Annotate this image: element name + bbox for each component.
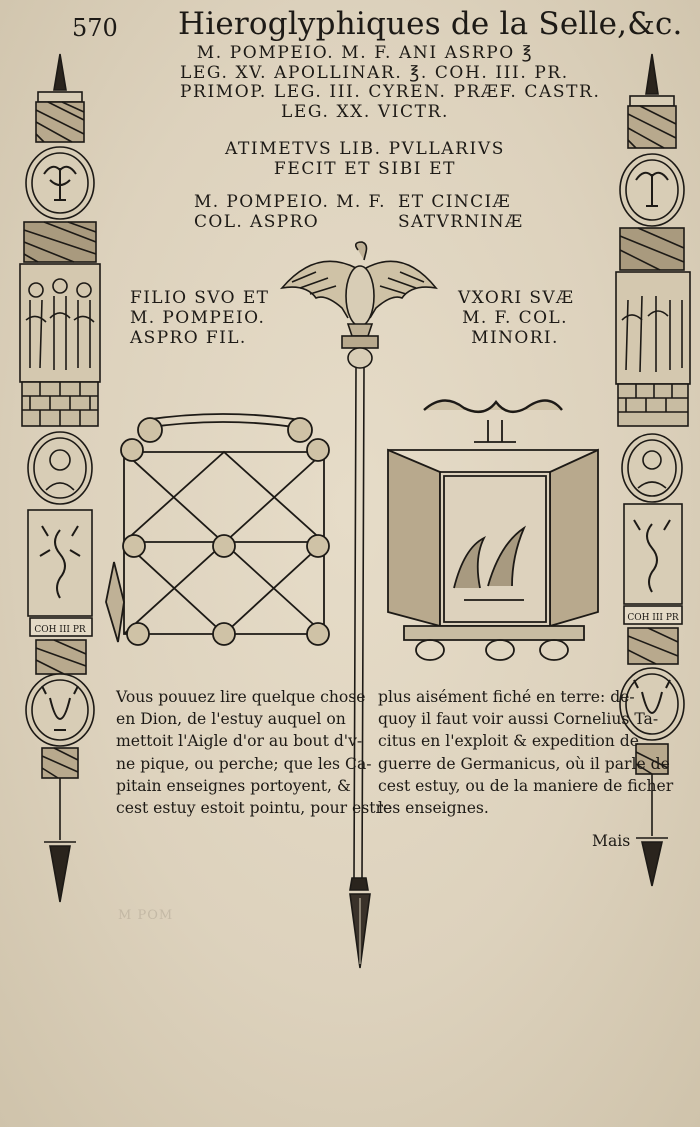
- catchword: Mais: [592, 832, 631, 850]
- lattice-frame-illustration: [104, 402, 344, 660]
- text-line: ne pique, ou perche; que les Ca-: [116, 754, 372, 773]
- inscription-line: VXORI SVÆ: [458, 288, 575, 308]
- inscription-line: FECIT ET SIBI ET: [273, 158, 457, 179]
- text-line: Vous pouuez lire quelque chose: [116, 688, 366, 706]
- inscription-line: M. POMPEIO. M. F.: [194, 192, 386, 212]
- left-standard-illustration: [14, 50, 104, 920]
- inscription-middle: [180, 140, 550, 179]
- left-dedication: [130, 288, 269, 348]
- inscription-line: FILIO SVO ET: [130, 288, 270, 308]
- text-line: cest estuy, ou de la maniere de ficher: [378, 776, 674, 795]
- text-line: guerre de Germanicus, où il parle de: [378, 754, 670, 773]
- text-line: mettoit l'Aigle d'or au bout d'v-: [116, 732, 363, 751]
- inscription-left-block: [194, 192, 386, 232]
- inscription-line: LEG. XX. VICTR.: [280, 101, 450, 122]
- right-text-column: [378, 686, 673, 819]
- inscription-line: M. POMPEIO.: [130, 308, 266, 328]
- text-line: cest estuy estoit pointu, pour estre: [116, 798, 393, 817]
- inscription-line: ASPRO FIL.: [130, 328, 247, 348]
- text-line: plus aisément fiché en terre: de-: [378, 688, 635, 706]
- left-plaque-text: COH III PR: [34, 625, 86, 635]
- inscription-line: ET CINCIÆ: [398, 192, 512, 212]
- right-plaque-text: COH III PR: [627, 613, 679, 623]
- page-number: 570: [72, 14, 118, 42]
- inscription-line: SATVRNINÆ: [398, 212, 524, 232]
- text-line: quoy il faut voir aussi Cornelius Ta-: [378, 710, 659, 729]
- text-line: pitain enseignes portoyent, &: [116, 776, 351, 795]
- inscription-line: MINORI.: [471, 328, 559, 348]
- text-line: en Dion, de l'estuy auquel on: [116, 710, 346, 729]
- inscription-line: M. F. COL.: [462, 308, 568, 328]
- ghost-text: M POM: [118, 908, 174, 923]
- text-line: citus en l'exploit & expedition de: [378, 732, 639, 751]
- running-title: Hieroglyphiques de la Selle,&c.: [178, 6, 683, 42]
- inscription-top: [180, 43, 601, 122]
- inscription-line: LEG. XV. APOLLINAR. ℥. COH. III. PR.: [180, 62, 569, 83]
- inscription-line: M. POMPEIO. M. F. ANI ASRPO ℥: [196, 43, 534, 63]
- inscription-line: ATIMETVS LIB. PVLLARIVS: [225, 139, 505, 159]
- inscription-line: COL. ASPRO: [194, 212, 320, 232]
- left-text-column: [116, 686, 392, 819]
- eagle-case-illustration: [384, 388, 604, 668]
- text-line: les enseignes.: [378, 798, 489, 817]
- right-dedication: [458, 288, 575, 348]
- inscription-right-block: [398, 192, 524, 232]
- inscription-line: PRIMOP. LEG. III. CYREN. PRÆF. CASTR.: [180, 82, 601, 102]
